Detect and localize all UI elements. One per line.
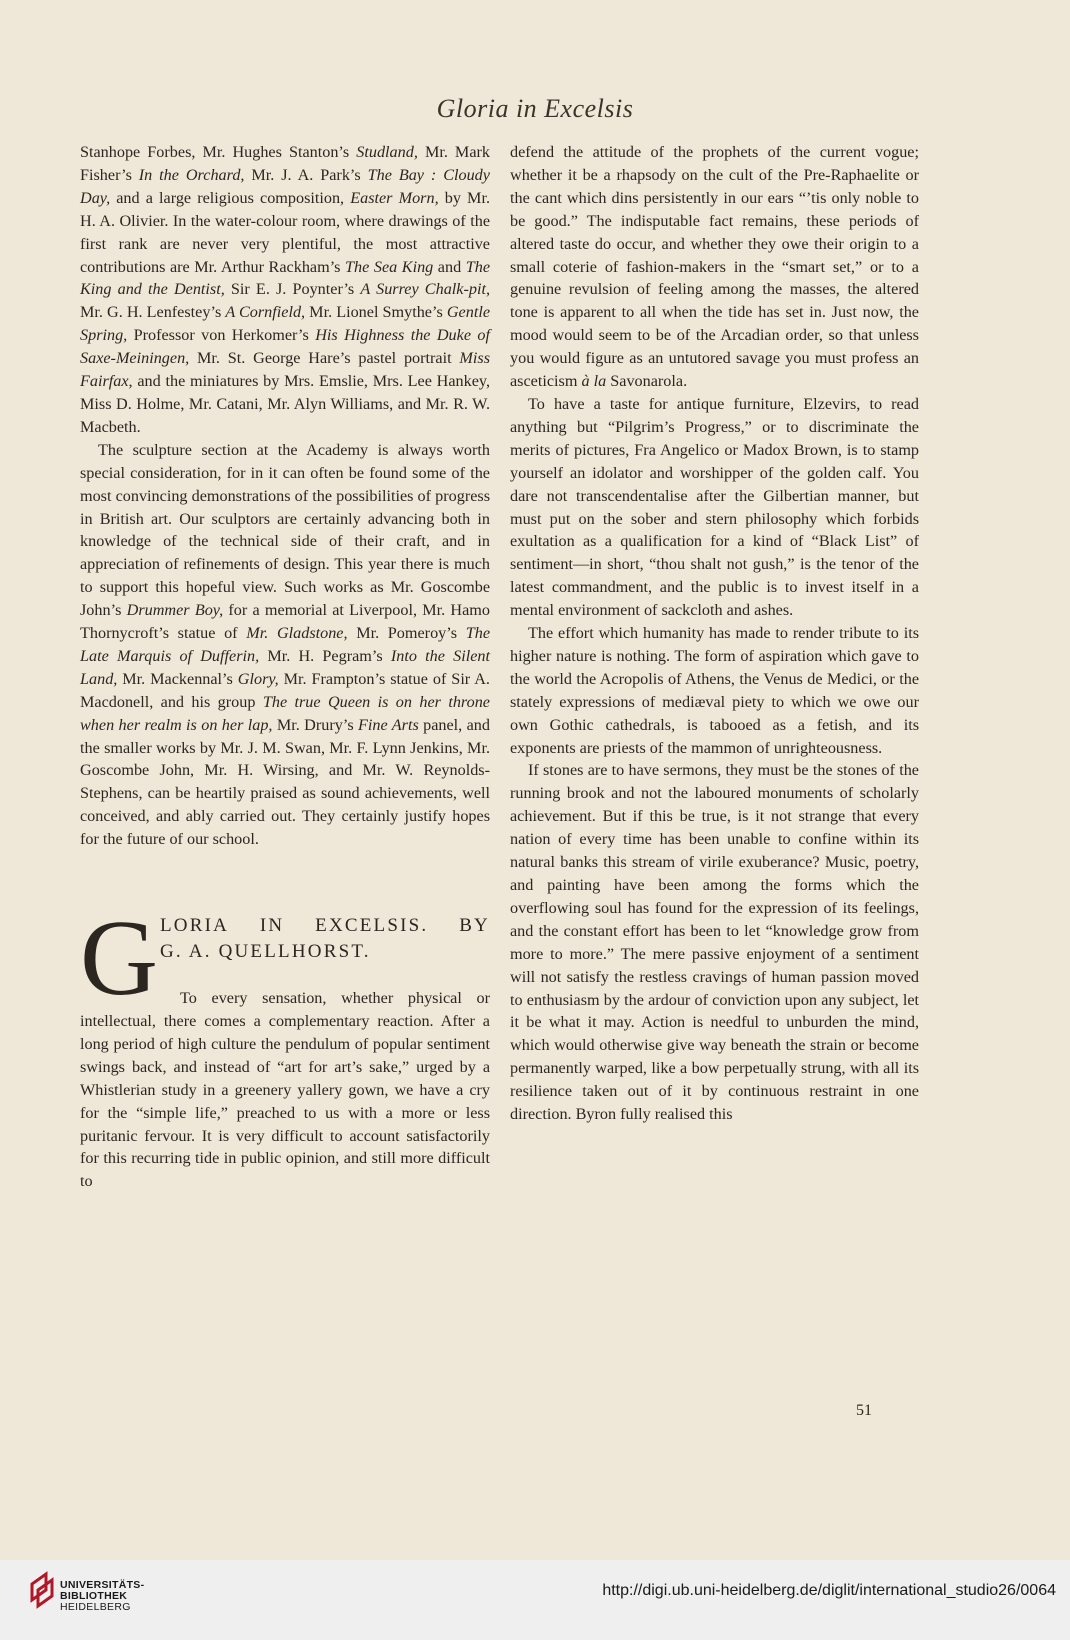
body-text: Mr. Frampton’s statue of Sir A. Macdonell, and his group bbox=[80, 669, 490, 711]
body-text: Mr. St. George Hare’s pastel portrait bbox=[189, 349, 460, 368]
heading-word: EXCELSIS. bbox=[315, 915, 429, 937]
italic-title-text: Miss Fairfax, bbox=[80, 349, 490, 391]
italic-title-text: The Sea King bbox=[345, 257, 434, 276]
body-text: Mr. Drury’s bbox=[272, 715, 359, 734]
heading-word: BY bbox=[459, 915, 490, 937]
right-column bbox=[510, 141, 919, 1126]
library-name bbox=[60, 1580, 144, 1613]
body-text: for a memorial at Liverpool, Mr. Hamo Thornycroft’s statue of bbox=[80, 601, 490, 643]
body-text: and bbox=[433, 257, 466, 276]
article-heading-line-2: G. A. QUELLHORST. bbox=[160, 941, 371, 963]
body-text: Mr. G. H. Lenfestey’s bbox=[80, 303, 226, 322]
italic-title-text: The true Queen is on her throne when her realm is on her lap, bbox=[80, 692, 490, 734]
heading-word: IN bbox=[259, 915, 285, 937]
italic-title-text: Mr. Gladstone, bbox=[246, 624, 348, 643]
running-title: Gloria in Excelsis bbox=[436, 94, 634, 123]
body-text: Mr. Mark Fisher’s bbox=[80, 143, 490, 184]
italic-title-text: à la bbox=[581, 372, 607, 391]
body-text: Mr. Mackennal’s bbox=[117, 669, 238, 688]
italic-title-text: A Cornfield, bbox=[225, 303, 306, 322]
body-text: by Mr. H. A. Olivier. In the water-colour room, where drawings of the first rank are never very plentiful, the most attractive contributions are Mr. Arthur Rackham’s bbox=[80, 188, 490, 276]
drop-cap: G bbox=[80, 899, 158, 1019]
italic-title-text: The Late Marquis of Dufferin, bbox=[80, 624, 491, 665]
left-paragraph-1 bbox=[80, 141, 490, 439]
italic-title-text: Gentle Spring, bbox=[80, 303, 491, 345]
body-text: Professor von Herkomer’s bbox=[127, 326, 316, 345]
body-text: Mr. Pomeroy’s bbox=[347, 624, 466, 643]
italic-title-text: The Bay : Cloudy Day, bbox=[80, 165, 490, 207]
right-paragraph-3: The effort which humanity has made to render tribute to its higher nature is nothing. The form of aspiration which gave to the world the Acropolis of Athens, the Venus de Medici, or the stately expressions of mediæval piety to which we owe our own Gothic cathedrals, is tabooed as a fetish, and its exponents are priests of the mammon of unrighteousness. bbox=[510, 624, 919, 757]
italic-title-text: Fine Arts bbox=[358, 715, 419, 734]
library-name-line-2: BIBLIOTHEK bbox=[60, 1590, 128, 1602]
body-text: Savonarola. bbox=[606, 372, 688, 391]
left-column bbox=[80, 141, 490, 1193]
library-name-line-3: HEIDELBERG bbox=[60, 1601, 131, 1613]
right-paragraph-2: To have a taste for antique furniture, Elzevirs, to read anything but “Pilgrim’s Progress,” or to discriminate the merits of pictures, Fra Angelico or Madox Brown, is to stamp yourself an idolator and worshipper of the golden calf. You dare not transcendentalise after the Gilbertian manner, but must put on the sober and stern philosophy which forbids exultation as a qualification for a kind of “Black List” of sentiment—in short, “thou shalt not gush,” is the tenor of the latest commandment, and the public is to invest itself in a mental environment of sackcloth and ashes. bbox=[510, 394, 919, 620]
italic-title-text: The King and the Dentist, bbox=[80, 257, 491, 299]
source-url-link[interactable]: http://digi.ub.uni-heidelberg.de/diglit/international_studio26/0064 bbox=[602, 1582, 1056, 1599]
right-paragraph-4: If stones are to have sermons, they must be the stones of the running brook and not the laboured monuments of scholarly achievement. But if this be true, is it not strange that every nation of every time has been unable to confine within its natural banks this stream of virile exuberance? Music, poetry, and painting have been among the forms which the overflowing soul has found for the expression of its feelings, and the constant effort has been to let “knowledge grow from more to more.” The mere passive enjoyment of a sentiment will not satisfy the restless cravings of human passion moved to enthusiasm by the ardour of conviction upon any subject, let it be what it may. Action is needful to unburden the mind, which would otherwise give way beneath the strain or become permanently warped, like a bow perpetually strung, with all its resilience taken out of it by continuous restraint in one direction. Byron fully realised this bbox=[510, 761, 919, 1124]
footer-bar bbox=[0, 1560, 1070, 1640]
italic-title-text: Drummer Boy, bbox=[126, 601, 224, 620]
article-heading-line-1 bbox=[160, 915, 490, 938]
italic-title-text: A Surrey Chalk-pit, bbox=[360, 280, 490, 299]
library-logo-icon bbox=[28, 1570, 58, 1610]
body-text: defend the attitude of the prophets of the current vogue; whether it be a rhapsody on the cult of the Pre-Raphaelite or the cant which dins persistently in our ears “’tis only noble to be good.” The indisputable fact remains, these periods of altered taste do occur, and whether they owe their origin to a small coterie of fashion-makers in the “smart set,” or to a genuine revulsion of feeling among the masses, the altered tone is apparent to all when the tide has set in. Just now, the mood would seem to be of the Arcadian order, so that unless you would figure as an untutored savage you must profess an asceticism bbox=[510, 143, 919, 391]
italic-title-text: Easter Morn, bbox=[350, 188, 439, 207]
body-text: Mr. H. Pegram’s bbox=[259, 646, 391, 665]
body-text: and a large religious composition, bbox=[110, 188, 351, 207]
right-paragraph-1 bbox=[510, 141, 919, 393]
body-text: and the miniatures by Mrs. Emslie, Mrs. Lee Hankey, Miss D. Holme, Mr. Catani, Mr. Alyn Williams, and Mr. R. W. Macbeth. bbox=[80, 372, 490, 436]
body-text: The sculpture section at the Academy is always worth special consideration, for in it can often be found some of the most convincing demonstrations of the possibilities of progress in British art. Our sculptors are certainly advancing both in knowledge of the technical side of their craft, and in appreciation of refinements of design. This year there is much to support this hopeful view. Such works as Mr. Goscombe John’s bbox=[80, 440, 490, 620]
italic-title-text: In the Orchard, bbox=[138, 165, 245, 184]
article-heading bbox=[80, 899, 490, 1019]
page-number: 51 bbox=[856, 1402, 872, 1419]
italic-title-text: His Highness the Duke of Saxe-Meiningen, bbox=[80, 326, 490, 368]
body-text: Mr. Lionel Smythe’s bbox=[305, 303, 447, 322]
left-paragraph-2 bbox=[80, 439, 490, 851]
body-text: Sir E. J. Poynter’s bbox=[224, 280, 361, 299]
body-text: Mr. J. A. Park’s bbox=[244, 165, 368, 184]
body-text: Stanhope Forbes, Mr. Hughes Stanton’s bbox=[80, 143, 357, 161]
library-name-line-1: UNIVERSITÄTS- bbox=[60, 1579, 145, 1591]
body-text: panel, and the smaller works by Mr. J. M. Swan, Mr. F. Lynn Jenkins, Mr. Goscombe John, Mr. H. Wirsing, and Mr. W. Reynolds-Stephens, can be heartily praised as sound achievements, well conceived, and ably carried out. They certainly justify hopes for the future of our school. bbox=[80, 715, 490, 849]
italic-title-text: Glory, bbox=[237, 669, 279, 688]
heading-word: LORIA bbox=[160, 915, 230, 937]
italic-title-text: Into the Silent Land, bbox=[80, 646, 490, 688]
left-paragraph-3: To every sensation, whether physical or intellectual, there comes a complementary reaction. After a long period of high culture the pendulum of popular sentiment swings back, and instead of “art for art’s sake,” urged by a Whistlerian study in a greenery yallery gown, we have a cry for the “simple life,” preached to us with a more or less puritanic fervour. It is very difficult to account satisfactorily for this recurring tide in public opinion, and still more difficult to bbox=[80, 989, 490, 1191]
italic-title-text: Studland, bbox=[356, 143, 418, 161]
